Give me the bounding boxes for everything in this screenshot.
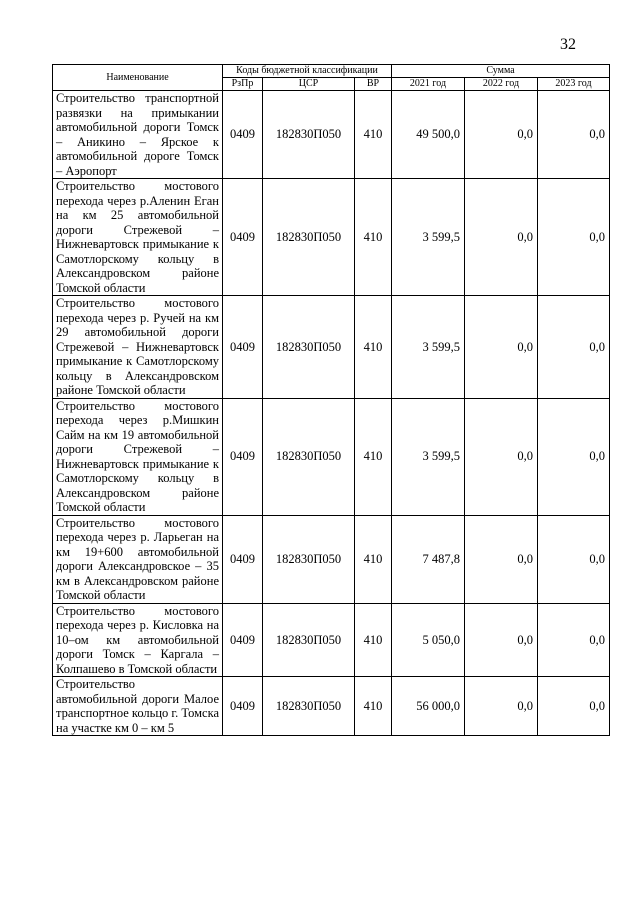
- header-csr: ЦСР: [263, 78, 355, 91]
- row-rzpr: 0409: [223, 398, 263, 515]
- row-2022: 0,0: [465, 91, 538, 179]
- row-csr: 182830П050: [263, 398, 355, 515]
- row-vr: 410: [355, 603, 392, 677]
- row-2022: 0,0: [465, 603, 538, 677]
- row-2021: 3 599,5: [392, 179, 465, 296]
- row-2023: 0,0: [538, 677, 610, 736]
- header-codes-group: Коды бюджетной классификации: [223, 65, 392, 78]
- row-name: Строительство мостового перехода через р.Аленин Еган на км 25 автомобильной дороги Стрежевой – Нижневартовск примыкание к Самотлорскому кольцу в Александровском районе Томской области: [53, 179, 223, 296]
- row-name: Строительство транспортной развязки на примыкании автомобильной дороги Томск – Аникино – Ярское к автомобильной дороге Томск – Аэропорт: [53, 91, 223, 179]
- row-rzpr: 0409: [223, 603, 263, 677]
- row-name: Строительство автомобильной дороги Малое транспортное кольцо г. Томска на участке км 0 – км 5: [53, 677, 223, 736]
- row-rzpr: 0409: [223, 296, 263, 399]
- row-name: Строительство мостового перехода через р.Мишкин Сайм на км 19 автомобильной дороги Стрежевой – Нижневартовск примыкание к Самотлорскому кольцу в Александровском районе Томской области: [53, 398, 223, 515]
- row-2023: 0,0: [538, 515, 610, 603]
- row-csr: 182830П050: [263, 179, 355, 296]
- table-row: [53, 603, 610, 677]
- table-body: [53, 91, 610, 736]
- row-2022: 0,0: [465, 179, 538, 296]
- row-rzpr: 0409: [223, 91, 263, 179]
- budget-table: [52, 64, 610, 736]
- row-2023: 0,0: [538, 603, 610, 677]
- row-2021: 7 487,8: [392, 515, 465, 603]
- row-csr: 182830П050: [263, 515, 355, 603]
- row-csr: 182830П050: [263, 91, 355, 179]
- header-2023: 2023 год: [538, 78, 610, 91]
- row-2023: 0,0: [538, 398, 610, 515]
- table-row: [53, 515, 610, 603]
- row-vr: 410: [355, 296, 392, 399]
- header-2021: 2021 год: [392, 78, 465, 91]
- row-2023: 0,0: [538, 91, 610, 179]
- row-rzpr: 0409: [223, 179, 263, 296]
- table-row: [53, 677, 610, 736]
- row-2022: 0,0: [465, 296, 538, 399]
- row-2022: 0,0: [465, 398, 538, 515]
- row-2021: 5 050,0: [392, 603, 465, 677]
- row-name: Строительство мостового перехода через р. Ларьеган на км 19+600 автомобильной дороги Александровское – 35 км в Александровском районе Томской области: [53, 515, 223, 603]
- row-2021: 49 500,0: [392, 91, 465, 179]
- row-2022: 0,0: [465, 677, 538, 736]
- row-vr: 410: [355, 91, 392, 179]
- table-row: [53, 91, 610, 179]
- row-2023: 0,0: [538, 179, 610, 296]
- row-2022: 0,0: [465, 515, 538, 603]
- row-name: Строительство мостового перехода через р. Кисловка на 10–ом км автомобильной дороги Томск – Каргала – Колпашево в Томской области: [53, 603, 223, 677]
- table-header: [53, 65, 610, 91]
- table-row: [53, 296, 610, 399]
- header-sum-group: Сумма: [392, 65, 610, 78]
- row-2021: 3 599,5: [392, 296, 465, 399]
- row-2023: 0,0: [538, 296, 610, 399]
- header-rzpr: РзПр: [223, 78, 263, 91]
- header-name: Наименование: [53, 65, 223, 91]
- row-csr: 182830П050: [263, 677, 355, 736]
- row-csr: 182830П050: [263, 296, 355, 399]
- row-csr: 182830П050: [263, 603, 355, 677]
- row-2021: 3 599,5: [392, 398, 465, 515]
- row-rzpr: 0409: [223, 677, 263, 736]
- row-2021: 56 000,0: [392, 677, 465, 736]
- row-vr: 410: [355, 677, 392, 736]
- page-number: 32: [560, 36, 576, 53]
- row-vr: 410: [355, 515, 392, 603]
- row-name: Строительство мостового перехода через р. Ручей на км 29 автомобильной дороги Стрежевой – Нижневартовск примыкание к Самотлорскому кольцу в Александровском районе Томской области: [53, 296, 223, 399]
- header-2022: 2022 год: [465, 78, 538, 91]
- header-vr: ВР: [355, 78, 392, 91]
- row-vr: 410: [355, 398, 392, 515]
- row-rzpr: 0409: [223, 515, 263, 603]
- row-vr: 410: [355, 179, 392, 296]
- table-row: [53, 179, 610, 296]
- table-row: [53, 398, 610, 515]
